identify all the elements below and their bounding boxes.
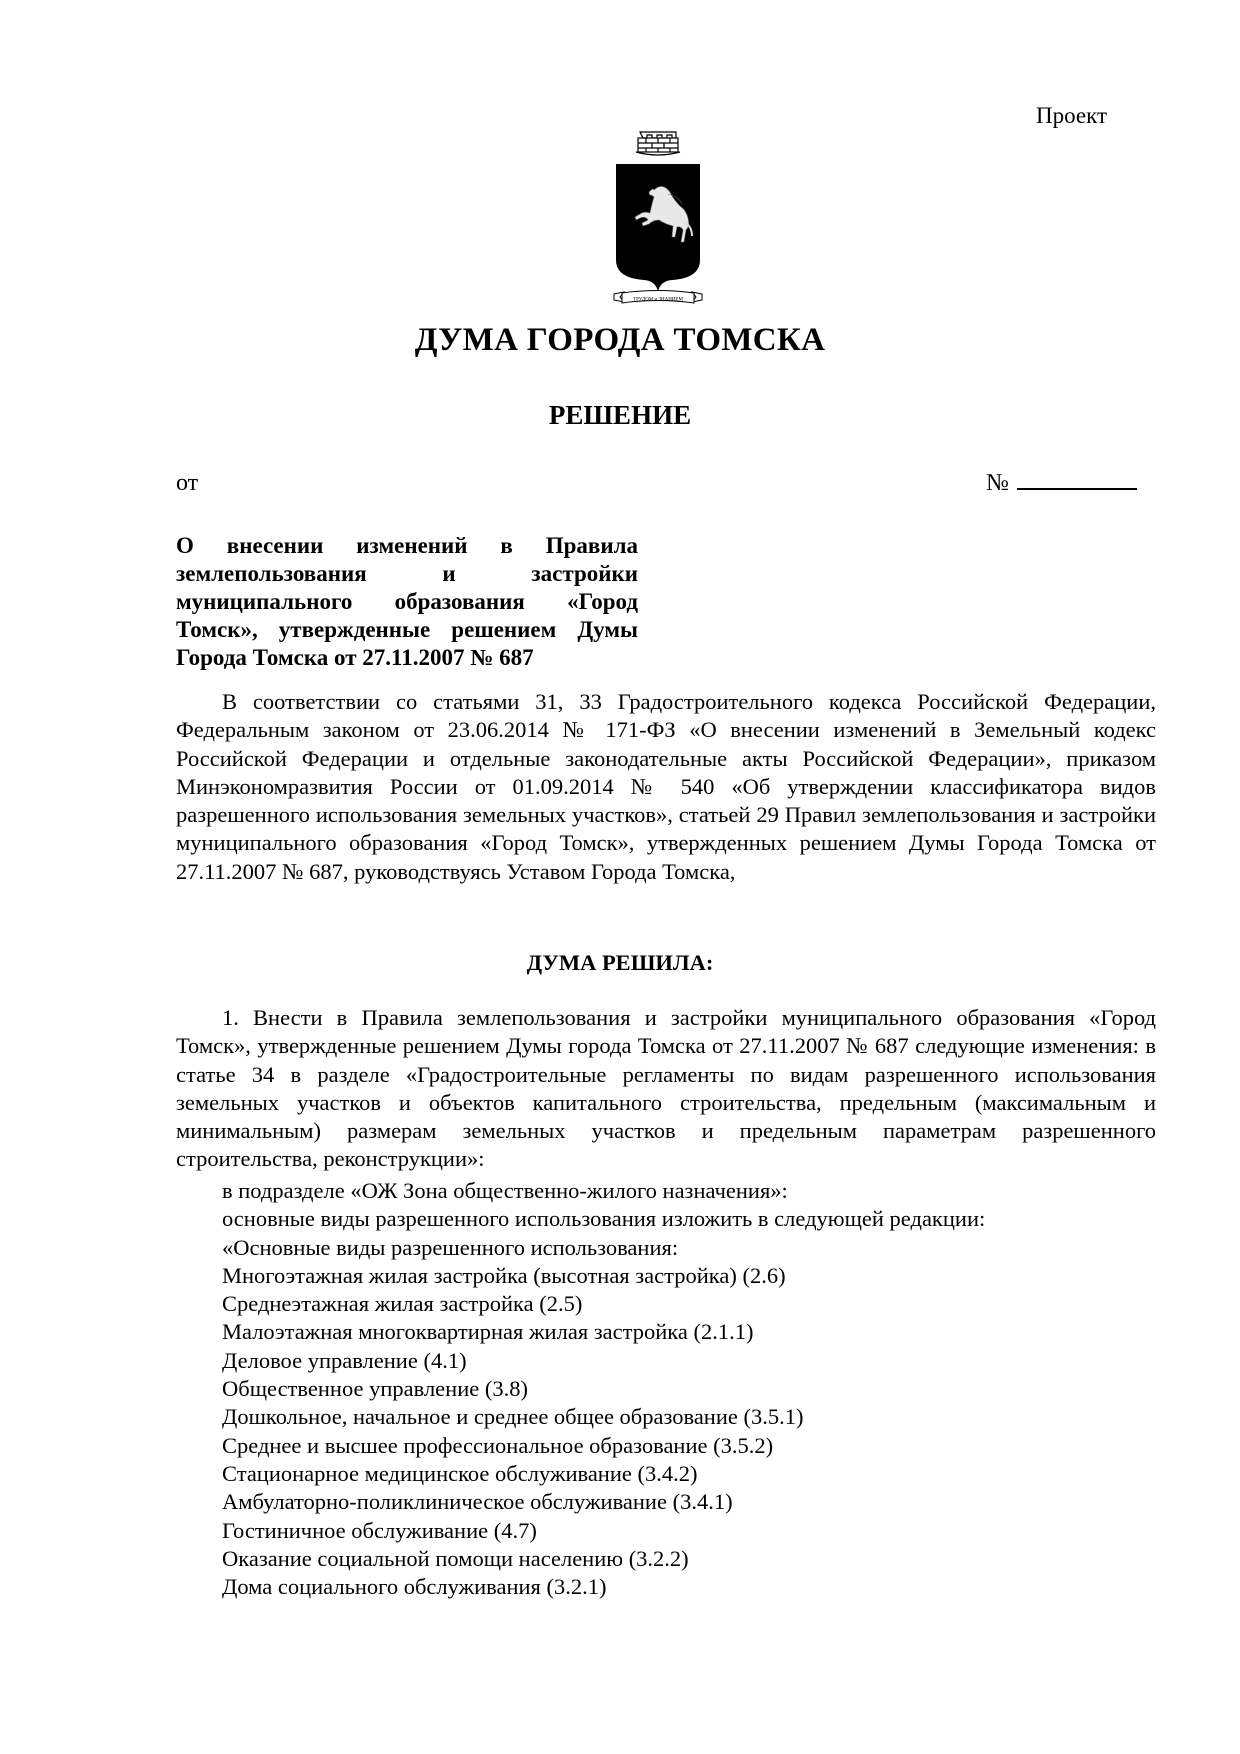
project-mark: Проект <box>1036 103 1108 128</box>
list-item: Деловое управление (4.1) <box>222 1347 467 1373</box>
clause-1 <box>176 1004 1156 1174</box>
list-item: «Основные виды разрешенного использования: <box>222 1234 679 1260</box>
list-item: Дома социального обслуживания (3.2.1) <box>222 1574 607 1600</box>
list-item: Оказание социальной помощи населению (3.2.2) <box>222 1545 689 1571</box>
list-item: Малоэтажная многоквартирная жилая застройка (2.1.1) <box>222 1319 754 1345</box>
list-item: в подразделе «ОЖ Зона общественно-жилого назначения»: <box>222 1178 788 1203</box>
list-item: Многоэтажная жилая застройка (высотная застройка) (2.6) <box>222 1262 786 1288</box>
svg-text:ТРУДОМ и ЗНАНИЕМ: ТРУДОМ и ЗНАНИЕМ <box>633 297 683 303</box>
document-type-heading: РЕШЕНИЕ <box>548 400 692 430</box>
list-item: Амбулаторно-поликлиническое обслуживание (3.4.1) <box>222 1489 733 1515</box>
date-field <box>176 470 198 497</box>
list-item: Среднеэтажная жилая застройка (2.5) <box>222 1291 583 1317</box>
document-subject: О внесении изменений в Правила землепользования и застройки муниципального образования «Город Томск», утвержденные решением Думы Города Томска от 27.11.2007 № 687 <box>176 533 638 670</box>
number-blank-line <box>1017 487 1137 490</box>
preamble <box>176 688 1156 886</box>
list-item: Общественное управление (3.8) <box>222 1376 528 1402</box>
clause-1-paragraph: 1. Внести в Правила землепользования и застройки муниципального образования «Город Томск», утвержденные решением Думы города Томска от 27.11.2007 № 687 следующие изменения: в статье 34 в разделе «Градостроительные регламенты по видам разрешенного использования земельных участков и объектов капитального строительства, предельным (максимальным и минимальным) размерам земельных участков и предельным параметрам разрешенного строительства, реконструкции»: <box>176 1005 1156 1172</box>
list-item: Гостиничное обслуживание (4.7) <box>222 1517 537 1543</box>
preamble-paragraph: В соответствии со статьями 31, 33 Градостроительного кодекса Российской Федерации, Федеральным законом от 23.06.2014 № 171-ФЗ «О внесении изменений в Земельный кодекс Российской Федерации и отдельные законодательные акты Российской Федерации», приказом Минэкономразвития России от 01.09.2014 № 540 «Об утверждении классификатора видов разрешенного использования земельных участков», статьей 29 Правил землепользования и застройки муниципального образования «Город Томск», утвержденных решением Думы Города Томска от 27.11.2007 № 687, руководствуясь Уставом Города Томска, <box>176 689 1156 884</box>
number-field <box>986 470 1137 497</box>
resolved-heading: ДУМА РЕШИЛА: <box>526 950 714 975</box>
organization-title: ДУМА ГОРОДА ТОМСКА <box>414 322 826 358</box>
amendment-list <box>222 1177 1156 1601</box>
date-label: от <box>176 470 199 496</box>
list-item: основные виды разрешенного использования изложить в следующей редакции: <box>222 1206 986 1232</box>
list-item: Дошкольное, начальное и среднее общее образование (3.5.1) <box>222 1404 804 1430</box>
list-item: Среднее и высшее профессиональное образование (3.5.2) <box>222 1432 774 1458</box>
tomsk-coat-of-arms-icon <box>612 130 704 310</box>
list-item: Стационарное медицинское обслуживание (3.4.2) <box>222 1460 698 1486</box>
number-label: № <box>986 470 1009 496</box>
